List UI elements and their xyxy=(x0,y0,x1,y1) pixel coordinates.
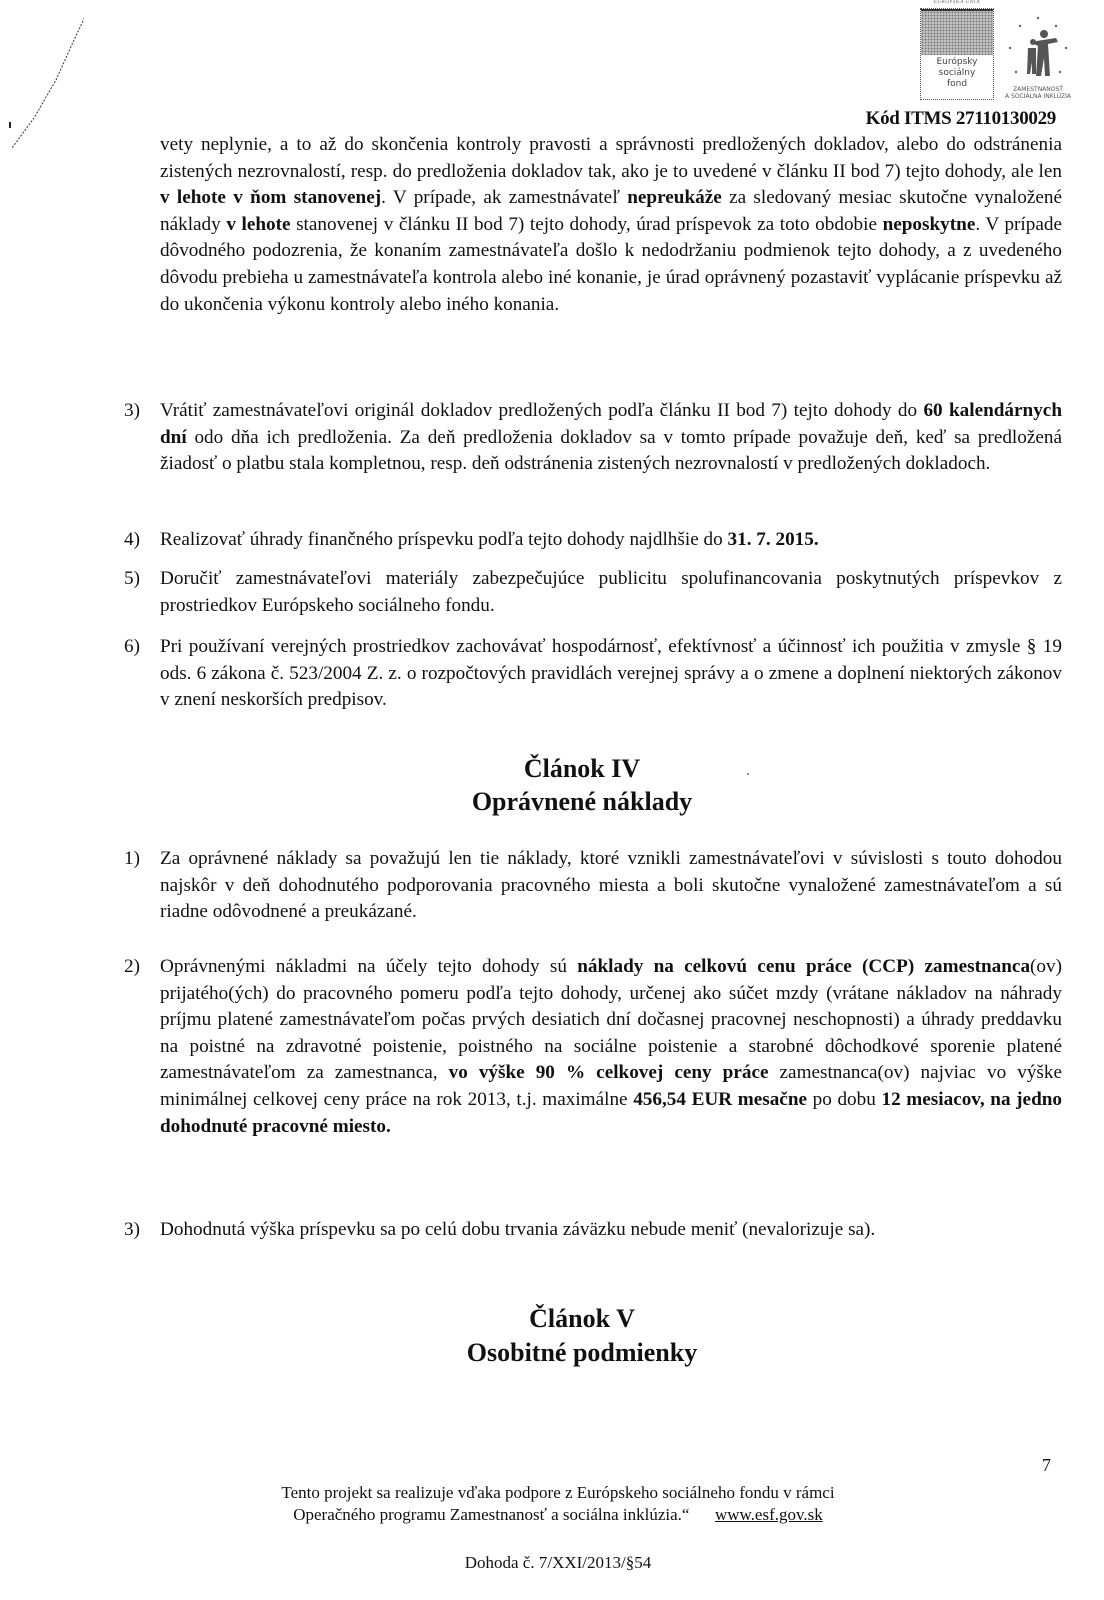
article-subtitle: Oprávnené náklady xyxy=(471,787,693,816)
list-item xyxy=(124,1217,1062,1244)
margin-pen-mark xyxy=(4,0,84,160)
item-number: 6) xyxy=(124,636,140,657)
item-number: 3) xyxy=(124,400,140,421)
list-item xyxy=(124,398,1062,478)
article-title: Článok V xyxy=(529,1304,635,1333)
footer-funding-line1: Tento projekt sa realizuje vďaka podpore z Európskeho sociálneho fondu v rámci xyxy=(281,1483,835,1502)
item-text: po dobu xyxy=(807,1088,882,1110)
esf-logo-line: Európsky xyxy=(936,57,978,67)
item-text: odo dňa ich predloženia. Za deň predloženia dokladov sa v tomto prípade považuje deň, keď sa predložená žiadosť o platbu stala kompletnou, resp. deň odstránenia zistených nezrovnalostí v predložených dokladoch. xyxy=(160,426,1062,475)
bold-phrase: 456,54 EUR mesačne xyxy=(633,1088,808,1110)
item-number: 3) xyxy=(124,1219,140,1240)
list-item xyxy=(124,566,1062,619)
page-number: 7 xyxy=(1042,1455,1051,1475)
list-item xyxy=(124,846,1062,926)
agreement-number: Dohoda č. 7/XXI/2013/§54 xyxy=(464,1553,652,1572)
scan-speck xyxy=(747,773,749,775)
item-text: Dohodnutá výška príspevku sa po celú dobu trvania záväzku nebude meniť (nevalorizuje sa). xyxy=(160,1219,876,1240)
paragraph-text: . V prípade dôvodného podozrenia, že konaním zamestnávateľa došlo k nedodržaniu podmienok tejto dohody, a z uvedeného dôvodu prebieha u zamestnávateľa kontrola alebo iné konanie, je úrad oprávnený pozastaviť vyplácanie príspevku až do ukončenia výkonu kontroly alebo iného konania. xyxy=(160,213,1062,315)
item-text: Pri používaní verejných prostriedkov zachovávať hospodárnosť, efektívnosť a účinnosť ich použitia v zmysle § 19 ods. 6 zákona č. 523/2004 Z. z. o rozpočtových pravidlách verejnej správy a o zmene a doplnení niektorých zákonov v znení neskorších predpisov. xyxy=(160,636,1062,711)
item-text: zamestnanca(ov) najviac vo výške minimálnej celkovej ceny práce na rok 2013, t.j. maximálne xyxy=(160,1062,1062,1110)
item-number: 2) xyxy=(124,956,140,977)
list-item xyxy=(124,527,1062,554)
paragraph-text: stanovenej v článku II bod 7) tejto dohody, úrad príspevok za toto obdobie xyxy=(290,213,883,235)
employment-inclusion-logo xyxy=(1000,12,1076,108)
footer-program-text: Operačného programu Zamestnanosť a sociálna inklúzia.“ xyxy=(293,1505,690,1524)
esf-logo-top-text: EURÓPSKA ÚNIA xyxy=(933,0,981,5)
article-title: Článok IV xyxy=(523,754,641,783)
paragraph-text: . V prípade, ak zamestnávateľ xyxy=(381,187,628,209)
bold-phrase: 60 kalendárnych dní xyxy=(160,400,1062,448)
esf-logo-line: fond xyxy=(946,79,968,89)
esf-logo-line: sociálny xyxy=(938,68,976,78)
zsi-logo-line: ZAMESTNANOSŤ xyxy=(1013,86,1063,93)
item-text: Za oprávnené náklady sa považujú len tie náklady, ktoré vznikli zamestnávateľovi v súvislosti s touto dohodou najskôr v deň dohodnutého podporovania pracovného miesta a boli skutočne vynaložené zamestnávateľom a sú riadne odôvodnené a preukázané. xyxy=(160,848,1062,923)
bold-phrase: vo výške 90 % celkovej ceny práce xyxy=(448,1062,769,1084)
header-logos xyxy=(890,2,1080,110)
item-text: Oprávnenými nákladmi na účely tejto dohody sú xyxy=(160,956,578,977)
item-number: 5) xyxy=(124,568,140,589)
eu-flag-icon xyxy=(921,9,993,55)
bold-phrase: 12 mesiacov, na jedno dohodnuté pracovné miesto. xyxy=(160,1088,1063,1137)
item-text: (ov) prijatého(ých) do pracovného pomeru podľa tejto dohody, určenej ako súčet mzdy (vrátane nákladov na náhrady príjmu platené zamestnávateľom počas prvých desiatich dní dočasnej pracovnej neschopnosti) a úhrady preddavku na poistné na zdravotné poistenie, poistného na sociálne poistenie a starobné dôchodkové sporenie platené zamestnávateľom za zamestnanca, xyxy=(160,956,1063,1084)
people-stars-icon xyxy=(1000,12,1076,86)
continuation-paragraph xyxy=(160,132,1062,318)
article-subtitle: Osobitné podmienky xyxy=(466,1338,698,1367)
bold-phrase: v lehote v ňom stanovenej xyxy=(160,187,382,209)
footer-funding-line2 xyxy=(6,1504,1104,1526)
esf-logo xyxy=(920,0,994,100)
itms-code: Kód ITMS 27110130029 xyxy=(865,108,1056,129)
bold-phrase: v lehote xyxy=(226,213,291,235)
paragraph-text: vety neplynie, a to až do skončenia kontroly pravosti a správnosti predložených dokladov, alebo do odstránenia zistených nezrovnalostí, resp. do predloženia dokladov tak, ako je to uvedené v článku II bod 7) tejto dohody, ale len xyxy=(160,134,1062,182)
esf-website-link[interactable]: www.esf.gov.sk xyxy=(714,1505,823,1524)
item-number: 4) xyxy=(124,529,140,550)
list-item xyxy=(124,634,1062,714)
bold-phrase: nepreukáže xyxy=(627,187,722,209)
list-item xyxy=(124,954,1062,1140)
bold-phrase: náklady na celkovú cenu práce (CCP) zamestnanca xyxy=(577,956,1031,977)
item-text: Doručiť zamestnávateľovi materiály zabezpečujúce publicitu spolufinancovania poskytnutých príspevkov z prostriedkov Európskeho sociálneho fondu. xyxy=(160,568,1062,616)
zsi-logo-line: A SOCIÁLNA INKLÚZIA xyxy=(1005,93,1071,100)
item-text: Realizovať úhrady finančného príspevku podľa tejto dohody najdlhšie do xyxy=(160,529,728,550)
paragraph-text: za sledovaný mesiac skutočne vynaložené náklady xyxy=(160,187,1062,235)
bold-phrase: 31. 7. 2015. xyxy=(727,529,819,550)
item-text: Vrátiť zamestnávateľovi originál dokladov predložených podľa článku II bod 7) tejto dohody do xyxy=(160,400,924,421)
item-number: 1) xyxy=(124,848,140,869)
bold-phrase: neposkytne xyxy=(882,213,976,235)
